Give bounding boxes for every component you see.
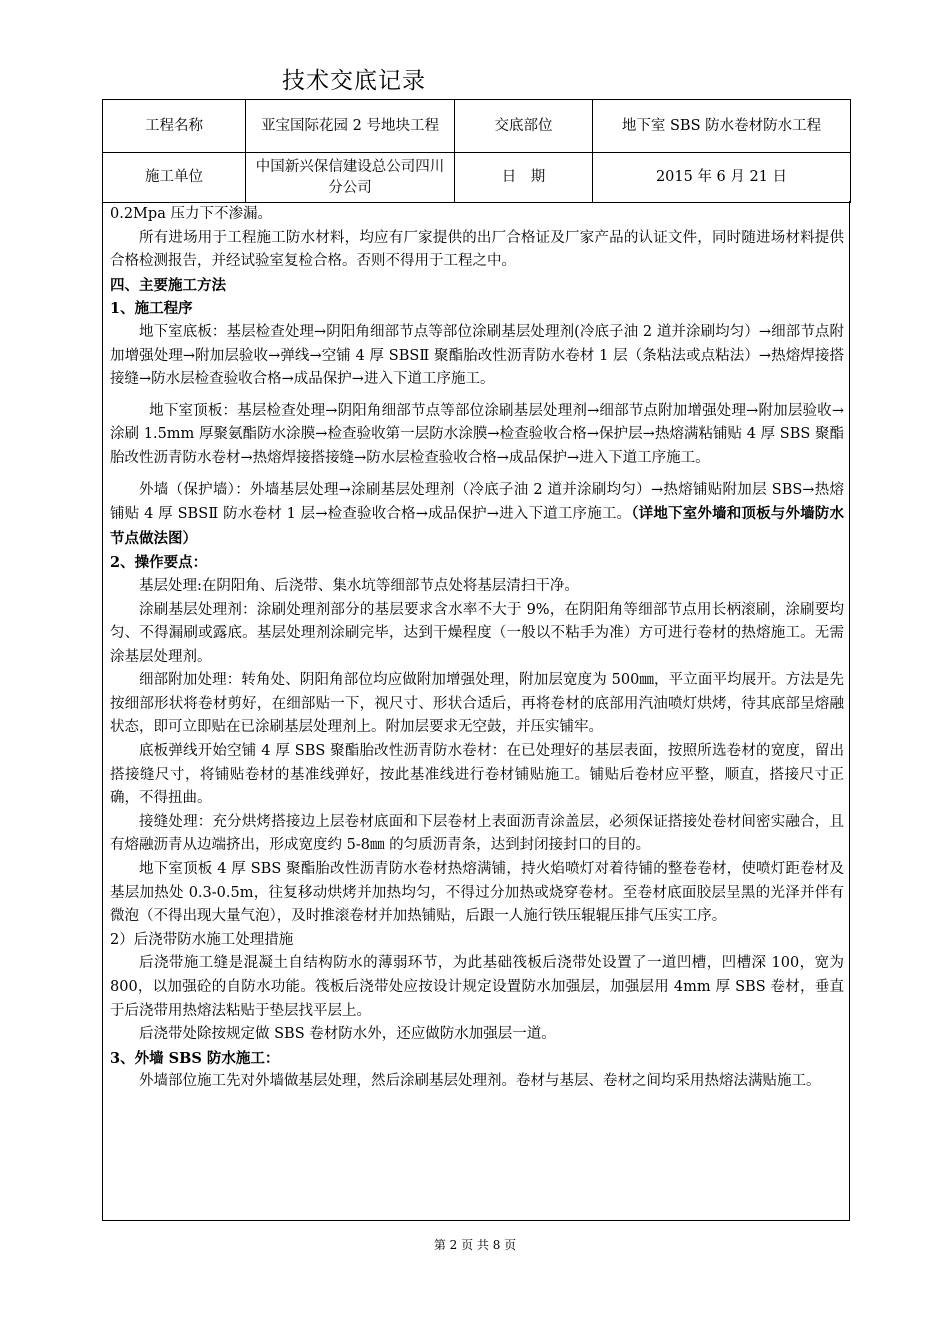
paragraph: 后浇带处除按规定做 SBS 卷材防水外，还应做防水加强层一道。 <box>139 1026 556 1043</box>
content-body <box>110 203 844 1094</box>
paragraph: 0.2Mpa 压力下不渗漏。 <box>110 206 272 222</box>
location-value: 地下室 SBS 防水卷材防水工程 <box>593 100 851 153</box>
paragraph-text: 外墙（保护墙）：外墙基层处理→涂刷基层处理剂（冷底子油 2 道并涂刷均匀）→热熔铺贴附加层 SBS→热熔铺贴 4 厚 SBSⅡ 防水卷材 1 层→检查验收合格→成品保护→进入下道工序施工。 <box>110 481 844 523</box>
paragraph: 涂刷基层处理剂：涂刷处理剂部分的基层要求含水率不大于 9%，在阴阳角等细部节点用长柄滚刷，涂刷要均匀、不得漏刷或露底。基层处理剂涂刷完毕，达到干燥程度（一般以不粘手为准）方可进行卷材的热熔施工。无需涂基层处理剂。 <box>110 601 844 665</box>
project-name-value: 亚宝国际花园 2 号地块工程 <box>246 100 455 153</box>
paragraph: 地下室顶板：基层检查处理→阴阳角细部节点等部位涂刷基层处理剂→细部节点附加增强处理→附加层验收→涂刷 1.5mm 厚聚氨酯防水涂膜→检查验收第一层防水涂膜→检查验收合格→保护层→热熔满粘铺贴 4 厚 SBS 聚酯胎改性沥青防水卷材→热熔焊接搭接缝→防水层检查验收合格→成品保护→进入下道工序施工。 <box>110 402 844 466</box>
location-label: 交底部位 <box>455 100 593 153</box>
paragraph: 基层处理:在阴阳角、后浇带、集水坑等细部节点处将基层清扫干净。 <box>139 577 579 594</box>
paragraph: 所有进场用于工程施工防水材料，均应有厂家提供的出厂合格证及厂家产品的认证文件，同时随进场材料提供合格检测报告，并经试验室复检合格。否则不得用于工程之中。 <box>110 229 844 270</box>
subsection-heading: 3、外墙 SBS 防水施工： <box>110 1049 280 1067</box>
date-label: 日 期 <box>455 153 593 203</box>
document-title: 技术交底记录 <box>282 68 426 94</box>
section-heading: 四、主要施工方法 <box>110 276 226 294</box>
project-name-label: 工程名称 <box>103 100 246 153</box>
page-number: 第 2 页 共 8 页 <box>433 1238 517 1252</box>
paragraph <box>110 479 844 552</box>
paragraph: 细部附加处理：转角处、阴阳角部位均应做附加增强处理，附加层宽度为 500㎜，平立面平均展开。方法是先按细部形状将卷材剪好，在细部贴一下，视尺寸、形状合适后，再将卷材的底部用汽油喷灯烘烤，待其底部呈熔融状态，即可立即贴在已涂刷基层处理剂上。附加层要求无空鼓，并压实铺牢。 <box>110 672 844 736</box>
paragraph: 2）后浇带防水施工处理措施 <box>110 931 294 948</box>
paragraph: 外墙部位施工先对外墙做基层处理，然后涂刷基层处理剂。卷材与基层、卷材之间均采用热熔法满贴施工。 <box>139 1073 821 1090</box>
paragraph: 接缝处理：充分烘烤搭接边上层卷材底面和下层卷材上表面沥青涂盖层，必须保证搭接处卷材间密实融合，且有熔融沥青从边端挤出，形成宽度约 5-8㎜ 的匀质沥青条，达到封闭接封口的目的。 <box>110 813 844 854</box>
paragraph: 底板弹线开始空铺 4 厚 SBS 聚酯胎改性沥青防水卷材：在已处理好的基层表面，按照所选卷材的宽度，留出搭接缝尺寸，将铺贴卷材的基准线弹好，按此基准线进行卷材铺贴施工。铺贴后卷材应平整，顺直，搭接尺寸正确，不得扭曲。 <box>110 743 844 807</box>
paragraph: 地下室顶板 4 厚 SBS 聚酯胎改性沥青防水卷材热熔满铺，持火焰喷灯对着待铺的整卷卷材，使喷灯距卷材及基层加热处 0.3-0.5m，往复移动烘烤并加热均匀，不得过分加热或烧穿卷材。至卷材底面胶层呈黑的光泽并伴有微泡（不得出现大量气泡），及时推滚卷材并加热铺贴，后跟一人施行铁压辊辊压排气压实工序。 <box>110 861 844 925</box>
unit-value: 中国新兴保信建设总公司四川分公司 <box>246 153 455 203</box>
paragraph: 地下室底板：基层检查处理→阴阳角细部节点等部位涂刷基层处理剂(冷底子油 2 道并涂刷均匀）→细部节点附加增强处理→附加层验收→弹线→空铺 4 厚 SBSⅡ 聚酯胎改性沥青防水卷材 1 层（条粘法或点粘法）→热熔焊接搭接缝→防水层检查验收合格→成品保护→进入下道工序施工。 <box>110 323 844 388</box>
date-value: 2015 年 6 月 21 日 <box>593 153 851 203</box>
subsection-heading: 1、施工程序 <box>110 300 193 318</box>
header-table <box>102 99 851 203</box>
unit-label: 施工单位 <box>103 153 246 203</box>
paragraph-bold-note: （详地下室外墙和顶板与外墙防水节点做法图） <box>110 505 844 547</box>
paragraph: 后浇带施工缝是混凝土自结构防水的薄弱环节，为此基础筏板后浇带处设置了一道凹槽，凹槽深 100，宽为 800，以加强砼的自防水功能。筏板后浇带处应按设计规定设置防水加强层，加强层用 4mm 厚 SBS 卷材，垂直于后浇带用热熔法粘贴于垫层找平层上。 <box>110 955 844 1019</box>
subsection-heading: 2、操作要点： <box>110 554 208 572</box>
